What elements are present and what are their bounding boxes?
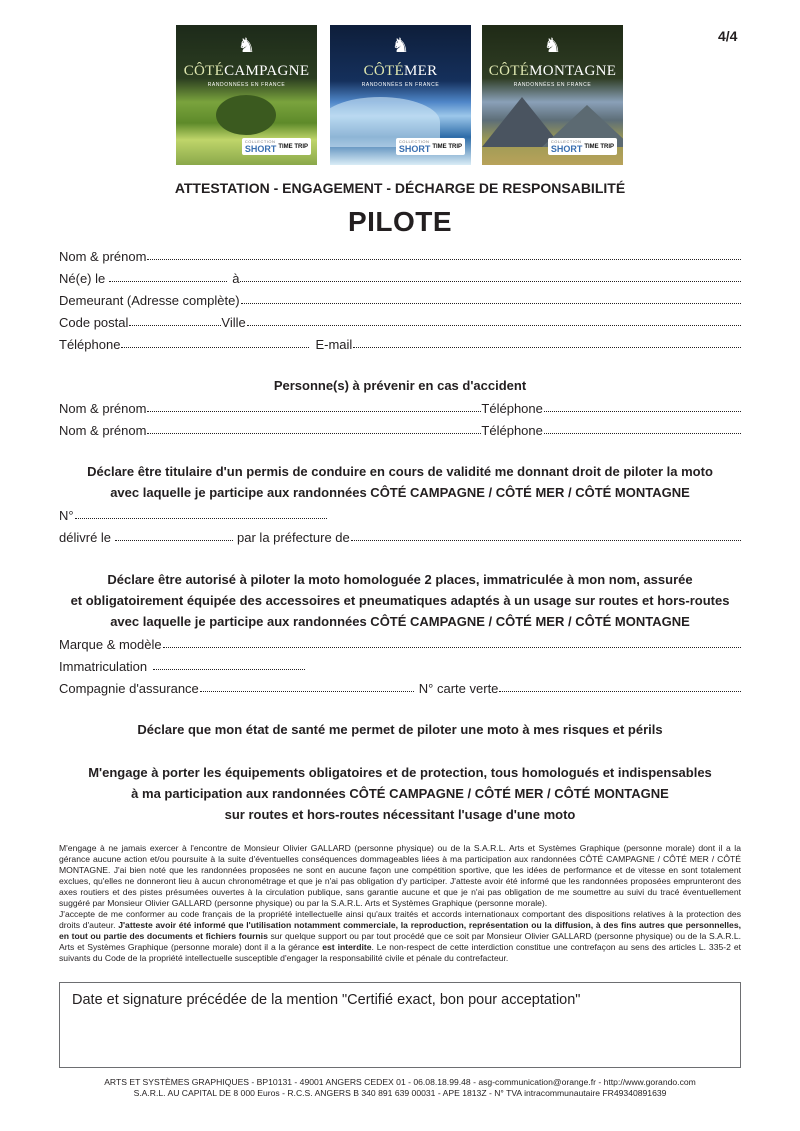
series-badge: COLLECTION SHORT TIME TRIP — [396, 138, 465, 155]
name-field[interactable]: Nom & prénom — [59, 246, 741, 264]
series-badge: COLLECTION SHORT TIME TRIP — [242, 138, 311, 155]
vehicle-model-field[interactable]: Marque & modèle — [59, 634, 741, 652]
postal-city-field[interactable]: Code postal Ville — [59, 312, 741, 330]
license-issued-field[interactable]: délivré le par la préfecture de — [59, 527, 741, 545]
horse-icon: ♞ — [391, 35, 410, 57]
birth-field[interactable]: Né(e) le à — [59, 268, 741, 286]
vehicle-registration-field[interactable]: Immatriculation — [59, 656, 741, 674]
emergency-contact-2[interactable]: Nom & prénom Téléphone — [59, 420, 741, 438]
document-subtitle: ATTESTATION - ENGAGEMENT - DÉCHARGE DE RESPONSABILITÉ — [174, 180, 626, 196]
address-field[interactable]: Demeurant (Adresse complète) — [59, 290, 741, 308]
emergency-heading: Personne(s) à prévenir en cas d'accident — [273, 378, 527, 393]
phone-email-field[interactable]: Téléphone E-mail — [59, 334, 741, 352]
document-title: PILOTE — [347, 206, 453, 237]
logo-cote-montagne: ♞ CÔTÉMONTAGNE RANDONNÉES EN FRANCE COLLECTION SHORT TIME TRIP — [482, 25, 623, 165]
health-declaration: Déclare que mon état de santé me permet de piloter une moto à mes risques et périls — [137, 722, 663, 737]
license-declaration: Déclare être titulaire d'un permis de conduire en cours de validité me donnant droit de piloter la moto avec laquelle je participe aux randonnées CÔTÉ CAMPAGNE / CÔTÉ MER / CÔTÉ MONTAGNE — [87, 464, 713, 500]
license-number-field[interactable]: N° — [59, 505, 741, 523]
signature-label: Date et signature précédée de la mention "Certifié exact, bon pour acceptation" — [72, 992, 581, 1008]
horse-icon: ♞ — [543, 35, 562, 57]
logo-cote-campagne: ♞ CÔTÉCAMPAGNE RANDONNÉES EN FRANCE COLLECTION SHORT TIME TRIP — [176, 25, 317, 165]
page-number: 4/4 — [718, 28, 738, 44]
equipment-commitment: M'engage à porter les équipements obligatoires et de protection, tous homologués et indispensables à ma participation aux randonnées CÔTÉ CAMPAGNE / CÔTÉ MER / CÔTÉ MONTAGNE sur routes et hors-routes nécessitant l'usage d'une moto — [88, 765, 712, 822]
insurance-field[interactable]: Compagnie d'assurance N° carte verte — [59, 678, 741, 696]
horse-icon: ♞ — [237, 35, 256, 57]
signature-box[interactable] — [59, 982, 741, 1068]
series-badge: COLLECTION SHORT TIME TRIP — [548, 138, 617, 155]
emergency-contact-1[interactable]: Nom & prénom Téléphone — [59, 398, 741, 416]
vehicle-declaration: Déclare être autorisé à piloter la moto homologuée 2 places, immatriculée à mon nom, assurée et obligatoirement équipée des accessoires et pneumatiques adaptés à un usage sur routes et hors-routes avec laquelle je participe aux randonnées CÔTÉ CAMPAGNE / CÔTÉ MER / CÔTÉ MONTAGNE — [70, 572, 730, 629]
legal-fine-print: M'engage à ne jamais exercer à l'encontre de Monsieur Olivier GALLARD (personne physique) ou de la S.A.R.L. Arts et Systèmes Graphique (personne morale) dont il a la gérance aucune action et/ou poursuite à la suite d'éventuelles conséquences dommageables liées à ma participation aux randonnées CÔTÉ CAMPAGNE / CÔTÉ MER / CÔTÉ MONTAGNE. J'ai bien noté que les randonnées proposées ne sont en aucune façon une compétition sportive, que les idées de performance et de vitesse en sont totalement exclues, qu'elles ne donneront lieu à aucun chronométrage et que je n'ai pas obligation d'y participer. J'atteste avoir été informé que les randonnées proposées emprunteront des axes routiers et des pistes présumées ouvertes à la circulation publique, sans garantie aucune et que je n'ai pas obligation de me soumettre au suivi du tracé éventuellement suggéré par Monsieur Olivier GALLARD (personne physique) ou par la S.A.R.L. Arts et Systèmes Graphique (personne morale). J'accepte de me conformer au code français de la propriété intellectuelle ainsi qu'aux traités et accords internationaux comportant des dispositions relatives à la protection des droits d'auteur. J'atteste avoir été informé que l'utilisation notamment commerciale, la reproduction, représentation ou la diffusion, à des fins autres que personnelles, en tout ou partie des documents et fichiers fournis sur quelque support ou par tout procédé que ce soit par Monsieur Olivier GALLARD (personne physique) ou de la S.A.R.L. Arts et Systèmes Graphique (personne morale) dont il a la gérance est interdite. Le non-respect de cette interdiction constitue une contrefaçon au sens des articles L. 335-2 et suivants du Code de la propriété intellectuelle susceptible d'engager la responsabilité civile et pénale du contrefacteur. — [59, 843, 741, 963]
company-footer: ARTS ET SYSTÈMES GRAPHIQUES - BP10131 - 49001 ANGERS CEDEX 01 - 06.08.18.99.48 - asg-communication@orange.fr - http://www.gorando.com S.A.R.L. AU CAPITAL DE 8 000 Euros - R.C.S. ANGERS B 340 891 639 00031 - APE 1813Z - N° TVA intracommunautaire FR49340891639 — [104, 1077, 696, 1098]
logo-cote-mer: ♞ CÔTÉMER RANDONNÉES EN FRANCE COLLECTION SHORT TIME TRIP — [330, 25, 471, 165]
